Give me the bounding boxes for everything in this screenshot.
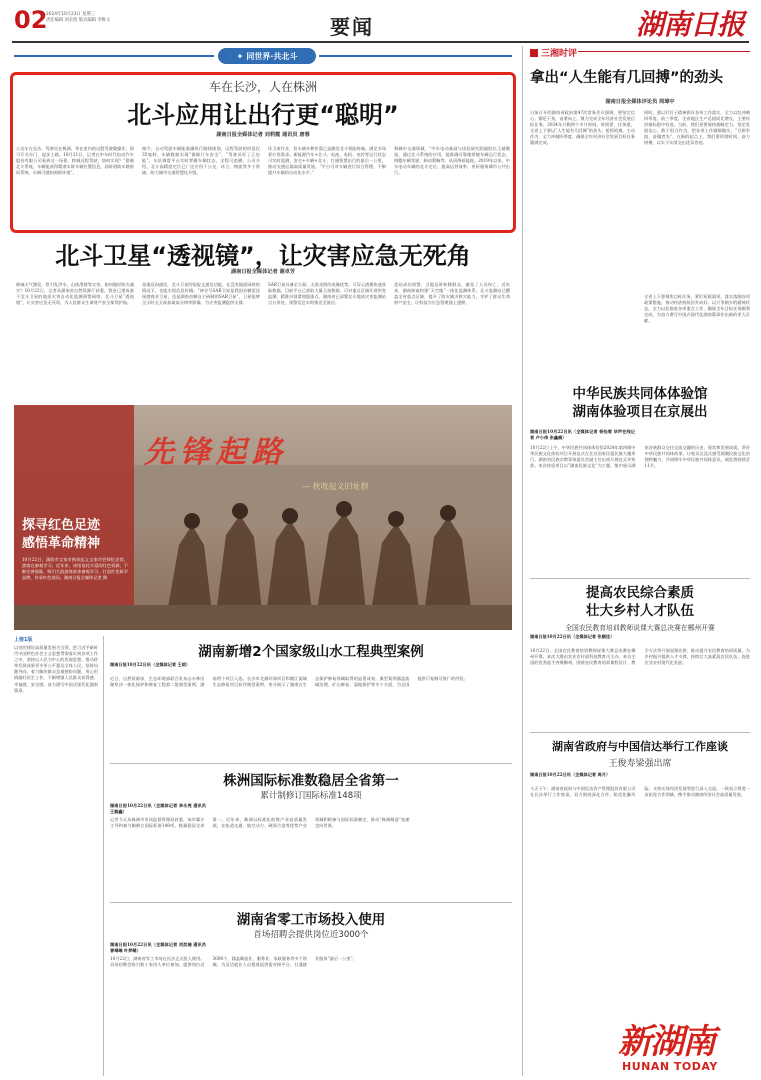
xinhunan-logo: 新湖南: [618, 1022, 714, 1062]
water-cases: [110, 640, 512, 760]
cooperation: [530, 738, 750, 908]
brand-logo: 湖南日报: [636, 8, 745, 41]
banner-line-right: [319, 55, 512, 57]
mid-divider-2: [110, 902, 512, 903]
banner-label: 同世界·共北斗: [246, 51, 298, 61]
farmer-training: [530, 584, 750, 729]
section-title: 要闻: [330, 15, 374, 39]
farmer-subtitle: 全国农民教育培训教师说课大赛总决赛在郴州开赛: [565, 624, 715, 632]
story1-col-3: 环卫或作业，但车辆多种作需已是随处北斗智能终端，满足多场景应用需求。新能源汽车+北斗，电池、电机、电控等运行状态可实时监测，安全+车辆+北斗，打通智慧出行的最后一公里，推动交通运输高质量发展。“平台可对车辆进行综合管理，不断提升车辆的自动化水平。”: [268, 146, 386, 176]
photo-caption: 10月22日，浏阳市文家市秋收起义文家市会师纪念馆，游客在参观学习。近年来，该馆依托丰富的红色资源，不断完善展陈，吸引大批游客前来参观学习，打造红色研学品牌，传承红色基因。湖南日报全媒体记者 摄: [22, 557, 128, 581]
commentary-byline: 湖南日报全媒体评论员 周璋中: [605, 99, 675, 105]
highlight-box: [10, 72, 516, 233]
zhuzhou-byline: 湖南日报10月22日讯（全媒体记者 李永亮 通讯员 王毅鑫）: [110, 803, 206, 815]
commentary-col-3: 全省上下要聚焦目标任务，紧盯短板弱项，落实落细各项政策措施，推动经济持续回升向好。以只争朝夕的精神状态，全力以赴推进各项重点工作，确保全年目标任务顺利完成，为奋力谱写中国式现代化湖南篇章作出新的更大贡献。: [644, 294, 750, 324]
water-body: 近日，自然资源部、生态环境部联合发布山水林田湖草沙一体化保护和修复工程第二批典型案例，湖南两个项目入选。长沙市北湖环保项目和湘江流域生态修复项目获评典型案例，充分展示了湖南在生态保护修复领域取得的显著成效。典型案例涵盖流域治理、矿山修复、湿地保护等多个方面，为全国提供可复制可推广的经验。: [110, 676, 468, 688]
story2-byline: 湖南日报全媒体记者 谢卓芳: [230, 269, 296, 275]
story-beidou-disaster: [14, 236, 512, 401]
minority-byline: 湖南日报10月22日讯（全媒体记者 杨怡雪 华声在线记者 卢小伟 张鑫楠）: [530, 429, 635, 441]
memorial-sign: 先锋起路: [144, 435, 288, 470]
mid-divider-1: [110, 763, 512, 764]
market-subtitle: 首场招聘会提供岗位近3000个: [253, 930, 369, 940]
banner-pill: [218, 48, 316, 64]
cooperation-subtitle: 王俊寿梁强出席: [608, 759, 672, 769]
zhuzhou-subtitle: 累计制修订国际标准148项: [260, 791, 362, 801]
farmer-body: 10月22日，全国农民教育培训教师说课大赛总决赛在郴州开赛。本次大赛由农业农村部科技教育司主办，来自全国的优秀选手齐聚郴州，围绕农民教育培训课程设计、教学方法等开展说课比拼，推动提升农民教育培训质量，为乡村振兴提供人才支撑，持续壮大高素质农民队伍，促进农业农村现代化发展。: [530, 648, 750, 666]
satellite-icon: ✦: [236, 51, 244, 61]
commentary-tag-rule: [578, 51, 750, 52]
story1-col-1: 公交车在长沙，驾驶员在株洲。华在室内的远程驾驶舱操作，即可开关车门、起步上路。10月21日，记者在中车时代电动汽车股份有限公司看到这一场景。跨城远程驾驶，如何实现？“搭载北斗系统，车辆能获得精准实时车辆位置信息，同时借助车路协同系统，车辆可感知周围环境”。: [16, 146, 134, 176]
commentary-col-2: 同时，要以钉钉子精神抓好各项工作落实，全力以赴冲刺四季度。前三季度，全省地区生产总值同比增长，主要经济指标稳中有进。当前，我们更要保持战略定力，坚定发展信心，敢于担当作为，把各项工作做细做实。“百舸争流，奋楫者先”。在新的起点上，我们要珍惜时间、奋力拼搏，以实干实绩交出优异答卷。: [644, 110, 750, 146]
story1-col-4: 和城市交通领域，“中车电动基础与试验研究院副院长王婧微说，通过北斗系统的应用，能准确可靠地掌握车辆运行状态，调整车辆驾驶，制动策略等，从而降低能耗。2019年以来，中车电动车辆的北斗定位，提高运营效率，更好服务城市公共出行。: [394, 146, 510, 176]
commentary-headline: 拿出“人生能有几回搏”的劲头: [530, 70, 724, 86]
farmer-headline: 提高农民综合素质 壮大乡村人才队伍: [586, 585, 694, 619]
page-header: [0, 0, 761, 44]
zhuzhou-headline: 株洲国际标准数稳居全省第一: [223, 773, 399, 789]
commentary-tag: [530, 46, 577, 59]
hunan-today-logo: HUNAN TODAY: [622, 1060, 718, 1073]
page-meta: 2024年10月23日 星期三 责任编辑 刘长胜 版式编辑 李维文: [46, 12, 111, 24]
water-headline: 湖南新增2个国家级山水工程典型案例: [198, 644, 424, 660]
minority-headline: 中华民族共同体体验馆 湖南体验项目在京展出: [572, 386, 708, 420]
story2-col-4: 壹站成功预警，当地及时转移群众，避免了人员伤亡。近年来，湖南探索构建“天空地”一体化监测体系，北斗监测站已覆盖全省重点区域，提升了防灾减灾救灾能力，守护了群众生命财产安全，让科技为应急管理插上翅膀。: [394, 282, 510, 306]
cooperation-byline: 湖南日报10月22日讯（全媒体记者 周月）: [530, 772, 611, 777]
story2-col-1: 极端天气频发，常引发洪水、山体滑坡等灾害，如何做好防灾减灾？10月22日，记者从湖南省自然资源厅获悉，我省已建成基于北斗卫星的地质灾害自动化监测预警网络，北斗卫星“透视镜”，让灾害应急无死角，为人民群众生命财产安全保驾护航。: [16, 282, 134, 306]
farmer-byline: 湖南日报10月22日讯（全媒体记者 张颐佳）: [530, 634, 615, 639]
story1-byline: 湖南日报全媒体记者 刘莉霞 通讯员 唐蓉: [216, 132, 310, 138]
story1-headline: 北斗应用让出行更“聪明”: [127, 101, 399, 129]
market-body: 10月22日，湖南省零工市场在长沙正式投入使用。首场招聘会吸引数十家用人单位参加，提供岗位近3000个，涵盖制造业、服务业、家政服务等多个领域，为灵活就业人员搭建起供需对接平台，打通就业服务“最后一公里”。: [110, 956, 357, 968]
right-divider-2: [530, 732, 750, 733]
right-divider-1: [530, 578, 750, 579]
minority-exhibit: [530, 385, 750, 575]
commentary-tag-label: 三湘时评: [541, 49, 578, 59]
banner-line-left: [14, 55, 214, 57]
memorial-subtitle: — 秋收起义旧址群: [302, 482, 369, 491]
market-byline: 湖南日报10月22日讯（全媒体记者 刘奕楠 通讯员 曾琳琳 叶梦璐）: [110, 942, 206, 954]
story2-col-3: SAR卫星具备全天候、无需光照的成像优势，可穿云透雾快速获取数据。目前平台已获取大量卫星数据，可对重点区域开展形变监测，精准识别滑坡隐患点。湖南省已部署北斗地质灾害监测站点万余处，预警信息实时推送至基层。: [268, 282, 386, 306]
header-rule: [12, 41, 749, 43]
story2-col-2: 星地双向通信，北斗卫星的短报文通信功能，在没有地面网络的情况下，也能实现信息传输。“神谷号SAR卫星是我国首颗雷达遥感商业卫星，也是湖南首颗自主研制的SAR卫星”，卫星能够全天时全天候获取高分辨率影像，为灾害监测提供支撑。: [142, 282, 260, 306]
water-byline: 湖南日报10月22日讯（全媒体记者 王晗）: [110, 662, 191, 667]
photo-caption-title: 探寻红色足迹 感悟革命精神: [22, 518, 101, 551]
column-divider: [522, 46, 523, 1076]
commentary: [530, 46, 750, 376]
story1-col-2: 指令，自动驾驶车辆能准确执行路线规划，远程驾驶的时延仅35毫秒。车辆数据实现“保障行车安全”，“驾驶员好了乙也能”，车队调度平台实时掌握车辆状态，全程可追溯。公司介绍，北斗高精度定位已广泛应用于公交、环卫、物流等多个领域，助力城市交通智慧化升级。: [142, 146, 260, 176]
parts-market: [110, 908, 512, 1076]
footer-logo: [618, 1010, 758, 1078]
continued-from-label: 上接1版: [14, 637, 33, 643]
story2-headline: 北斗卫星“透视镜”，让灾害应急无死角: [55, 242, 471, 270]
zhuzhou-body: 记者今天从株洲市市场监督管理局获悉，该市累计主导和参与制修订国际标准148项，数量稳居全省第一。近年来，株洲以标准化助推产业高质量发展，在轨道交通、航空动力、硬质合金等优势产业领域积极参与国际标准制定，推动“株洲制造”加速走向世界。: [110, 817, 410, 829]
left-divider: [103, 636, 104, 1076]
page-number: 02: [14, 6, 48, 34]
minority-body: 10月22日上午，中华民族共同体体验馆2024年第四期中华民族文化体验项目开展仪式在北京国家民委民族大楼举行。湖南省民族宗教事务委员会副主任出席开展仪式并致辞。本次体验项目以“湖南民族文化”为主题，集中展示湖南各族群众交往交流交融的历史、现状和发展成就，讲好中华民族共同体故事，让观众沉浸式感受湖湘民族文化的独特魅力，共同铸牢中华民族共同体意识。展览将持续至11月。: [530, 445, 750, 469]
tag-square-icon: [530, 49, 538, 57]
cooperation-body: 今天下午，湖南省政府与中国信达资产管理股份有限公司在长沙举行工作座谈。双方围绕深化合作、防范化解风险、支持实体经济发展等进行深入交流，一致表示将进一步拓宽合作领域，携手推动湖南经济社会高质量发展。: [530, 786, 750, 798]
banner: [14, 48, 512, 64]
zhuzhou-standards: [110, 769, 512, 899]
cooperation-headline: 湖南省政府与中国信达举行工作座谈: [552, 740, 728, 753]
left-bottom-body: 以党的建设高质量发展为引领，把习近平新时代中国特色社会主义思想贯彻落实到各项工作之中，坚持以人民为中心的发展思想，推动改革发展成果更多更公平惠及全体人民。坚持问题导向，着力解决群众急难愁盼问题，用心用情做好民生工作，不断增强人民群众获得感、幸福感、安全感，奋力谱写中国式现代化湖南篇章。: [14, 645, 98, 693]
market-headline: 湖南省零工市场投入使用: [236, 912, 386, 928]
left-bottom-column: [14, 636, 98, 1076]
story1-kicker: 车在长沙，人在株洲: [208, 80, 317, 94]
commentary-col-1: 日前召开的湖南省政府第47次常务会议强调，要坚定信心、铆足干劲，奋勇向上，聚力完成全年经济社会发展目标任务。2024年只剩两个多月时间，时间紧、任务重，全省上下要以“人生能有几回搏”的劲头，抢抓机遇、主动作为，全力冲刺四季度，确保全年经济社会发展目标任务圆满完成。: [530, 110, 635, 146]
memorial-photo: [14, 405, 512, 630]
